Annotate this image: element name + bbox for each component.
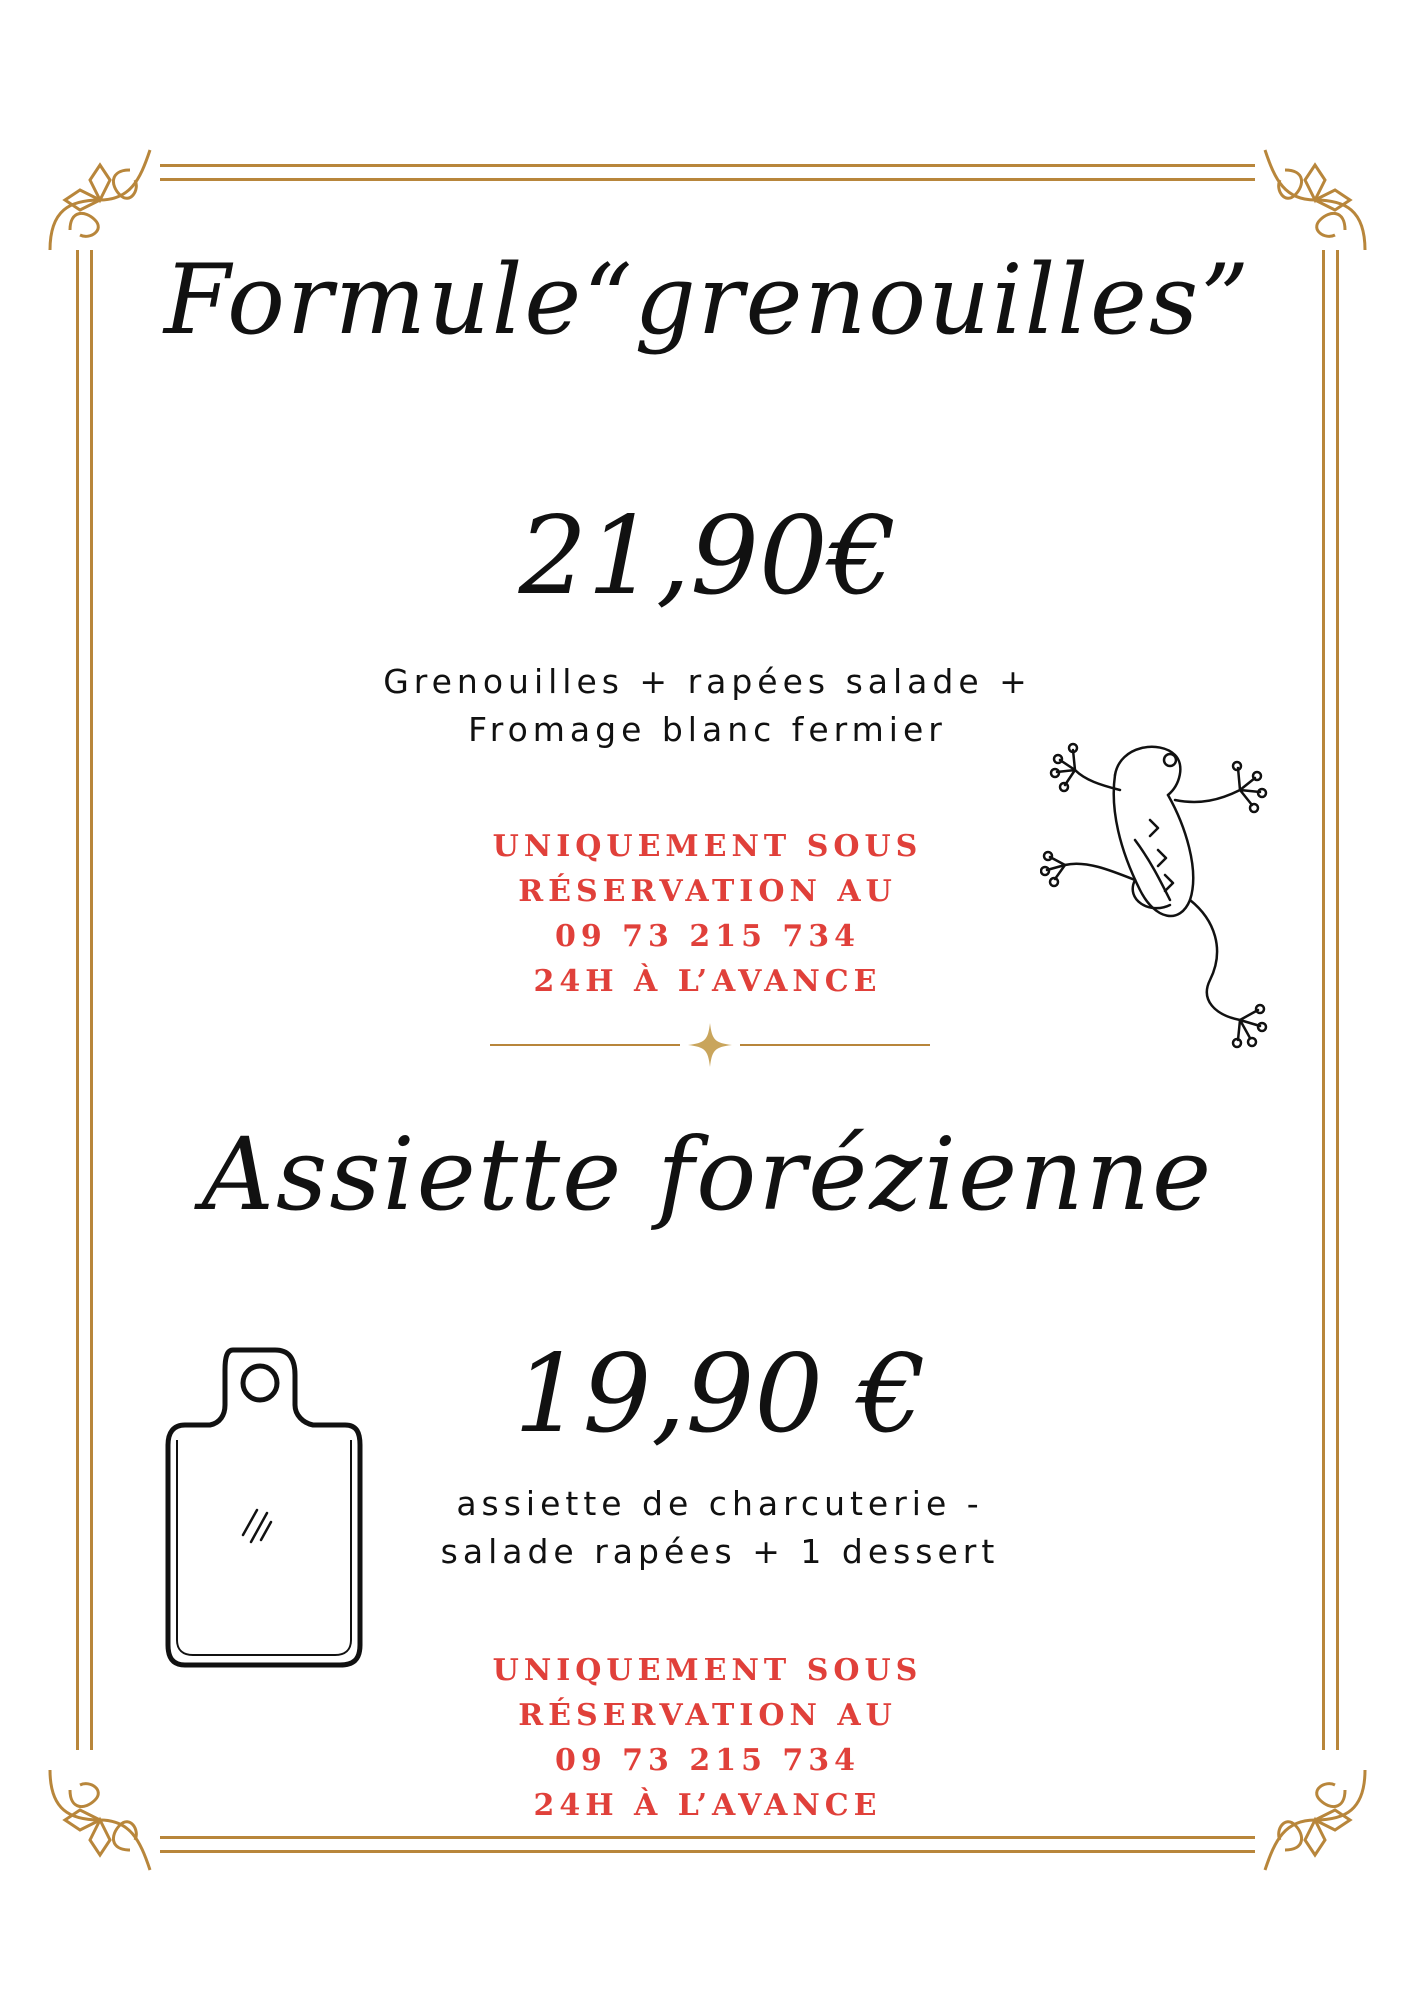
frame-top-inner	[160, 178, 1255, 181]
section2-reservation-notice	[0, 1648, 1415, 1828]
notice-line: 09 73 215 734	[554, 919, 861, 954]
notice-line: UNIQUEMENT SOUS	[492, 829, 923, 864]
notice-line: 09 73 215 734	[554, 1743, 861, 1778]
section1-description-line: Fromage blanc fermier	[468, 710, 947, 749]
cutting-board-icon	[165, 1345, 365, 1670]
notice-line: 24H À L’AVANCE	[533, 1788, 882, 1823]
frame-top-outer	[160, 164, 1255, 167]
section2-description	[380, 1480, 1060, 1576]
section1-description-line: Grenouilles + rapées salade +	[383, 662, 1032, 701]
frame-bottom-outer	[160, 1850, 1255, 1853]
section2-price: 19,90 €	[513, 1332, 927, 1457]
section2-description-line: assiette de charcuterie -	[456, 1484, 984, 1523]
notice-line: 24H À L’AVANCE	[533, 964, 882, 999]
notice-line: UNIQUEMENT SOUS	[492, 1653, 923, 1688]
frog-icon	[1040, 730, 1300, 1070]
section2-description-line: salade rapées + 1 dessert	[440, 1532, 1000, 1571]
frame-bottom-inner	[160, 1836, 1255, 1839]
notice-line: RÉSERVATION AU	[518, 1698, 897, 1733]
section1-price: 21,90€	[518, 494, 897, 619]
section-divider	[490, 1020, 930, 1070]
notice-line: RÉSERVATION AU	[518, 874, 897, 909]
section2-title: Assiette forézienne	[201, 1116, 1214, 1233]
section1-title: Formule“grenouilles”	[163, 244, 1252, 356]
